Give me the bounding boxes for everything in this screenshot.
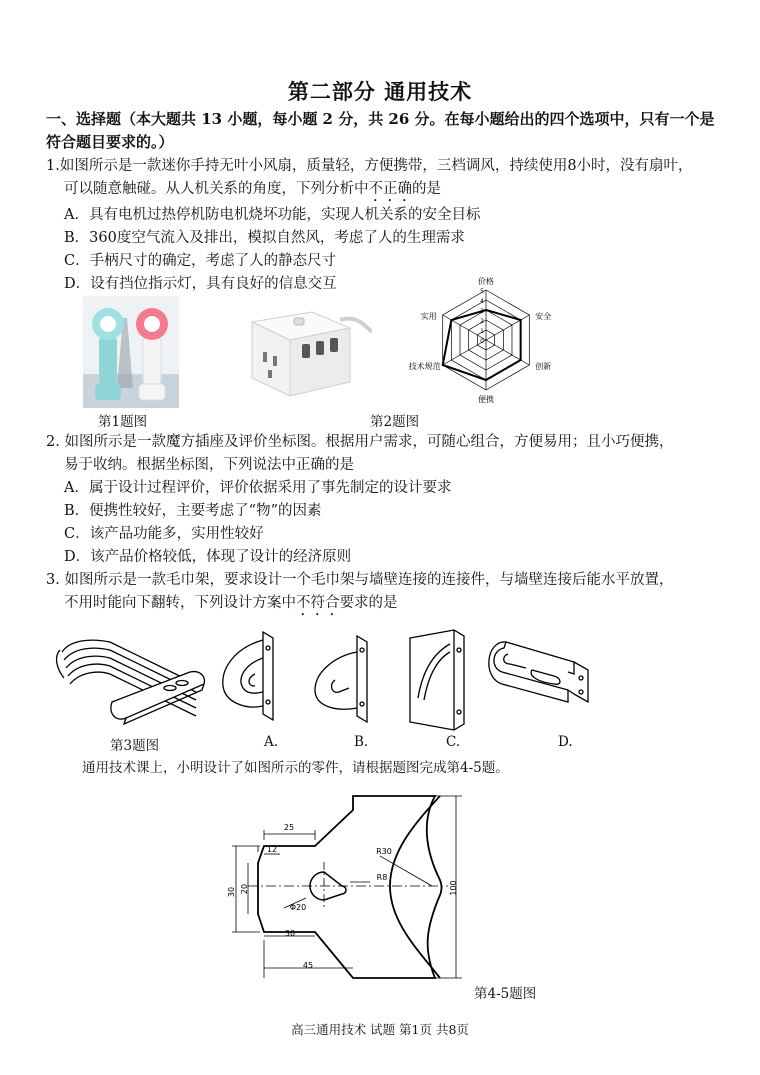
radar-axis — [486, 340, 529, 365]
q3-line2-pre: 不用时能向下翻转，下列设计方案中 — [64, 595, 296, 611]
q1-line2 — [46, 178, 736, 205]
q3-choice-c[interactable]: C. — [446, 734, 461, 750]
radar-tick-label: 1 — [480, 328, 484, 335]
radar-label: 技术规范 — [408, 362, 441, 371]
q2-stem — [46, 431, 736, 477]
q3-line1: 3. 如图所示是一款毛巾架，要求设计一个毛巾架与墙壁连接的连接件，与墙壁连接后能水平放置， — [46, 572, 674, 588]
radar-axis — [486, 315, 529, 340]
q3-line2-post: 要求的是 — [339, 595, 398, 611]
radar-label: 便携 — [478, 395, 494, 404]
q3-emphasis: 不符合 — [296, 595, 340, 611]
q3-line2 — [46, 592, 736, 619]
q1-caption: 第1题图 — [98, 414, 148, 430]
cube-socket-photo — [232, 300, 372, 400]
radar-tick-label: 5 — [480, 288, 484, 295]
q1-line1: 1.如图所示是一款迷你手持无叶小风扇，质量轻，方便携带，三档调风，持续使用8小时，没有扇叶， — [46, 158, 693, 174]
section-heading-line2: 符合题目要求的。） — [46, 133, 174, 151]
radar-tick-label: 0 — [480, 338, 484, 345]
dim-phi20: Φ20 — [289, 903, 307, 912]
q2-line1: 2. 如图所示是一款魔方插座及评价坐标图。根据用户需求，可随心组合，方便易用；且小巧便携， — [46, 434, 674, 450]
radar-label: 创新 — [535, 362, 552, 371]
q3-caption: 第3题图 — [110, 738, 160, 754]
dim-30-horizontal: 30 — [284, 929, 296, 938]
q1-option-c[interactable]: C．手柄尺寸的确定，考虑了人的静态尺寸 — [64, 253, 337, 269]
dim-100: 100 — [449, 880, 458, 896]
page-footer: 高三通用技术 试题 第1页 共8页 — [291, 1022, 469, 1037]
q2-option-c[interactable]: C．该产品功能多，实用性较好 — [64, 526, 264, 542]
q2-caption: 第2题图 — [370, 414, 420, 430]
section-heading — [46, 108, 726, 154]
dim-12: 12 — [266, 845, 278, 854]
q1-option-a[interactable]: A．具有电机过热停机防电机烧坏功能，实现人机关系的安全目标 — [64, 207, 481, 223]
radar-axes — [443, 290, 530, 390]
radar-label: 安全 — [535, 312, 552, 321]
page-title: 第二部分 通用技术 — [287, 79, 473, 104]
q1-line2-pre: 可以随意触碰。从人机关系的角度，下列分析中 — [64, 181, 369, 197]
q45-caption: 第4-5题图 — [474, 986, 537, 1002]
towel-rack-drawing — [50, 632, 210, 727]
q1-option-b[interactable]: B．360度空气流入及排出，模拟自然风，考虑了人的生理需求 — [64, 230, 465, 246]
bracket-d-drawing — [488, 640, 603, 720]
part-technical-drawing — [220, 790, 480, 1000]
radar-tick-label: 2 — [480, 318, 484, 325]
dim-20: 20 — [240, 883, 249, 895]
q2-line2: 易于收纳。根据坐标图，下列说法中正确的是 — [64, 457, 354, 473]
bracket-a-drawing — [215, 628, 285, 728]
radar-tick-label: 3 — [480, 308, 484, 315]
radar-tick-label: 4 — [480, 298, 484, 305]
section-heading-line1: 一、选择题（本大题共 13 小题，每小题 2 分，共 26 分。在每小题给出的四个选项中，只有一个是 — [46, 110, 715, 128]
q1-option-d[interactable]: D．设有挡位指示灯，具有良好的信息交互 — [64, 276, 337, 292]
q45-intro: 通用技术课上，小明设计了如图所示的零件，请根据题图完成第4-5题。 — [82, 760, 509, 776]
radar-label: 价格 — [478, 277, 494, 286]
q1-line2-post: 的是 — [412, 181, 441, 197]
q3-stem — [46, 569, 736, 619]
q3-choice-b[interactable]: B. — [354, 734, 369, 750]
q1-emphasis: 不正确 — [368, 181, 412, 197]
dim-r8: R8 — [376, 873, 388, 882]
q2-option-b[interactable]: B．便携性较好，主要考虑了“物”的因素 — [64, 503, 322, 519]
dim-r30: R30 — [376, 847, 392, 856]
fan-photo — [83, 296, 179, 408]
dim-45: 45 — [302, 961, 314, 970]
q1-stem — [46, 155, 736, 205]
bracket-b-drawing — [305, 632, 375, 732]
bracket-c-drawing — [402, 628, 482, 733]
q2-option-a[interactable]: A．属于设计过程评价，评价依据采用了事先制定的设计要求 — [64, 480, 452, 496]
radar-label: 实用 — [420, 312, 437, 321]
dim-25: 25 — [283, 823, 295, 832]
q2-option-d[interactable]: D．该产品价格较低，体现了设计的经济原则 — [64, 549, 352, 565]
radar-chart — [400, 262, 570, 412]
q3-choice-a[interactable]: A. — [264, 734, 279, 750]
dim-30-vertical: 30 — [227, 886, 236, 898]
q3-choice-d[interactable]: D. — [558, 734, 573, 750]
